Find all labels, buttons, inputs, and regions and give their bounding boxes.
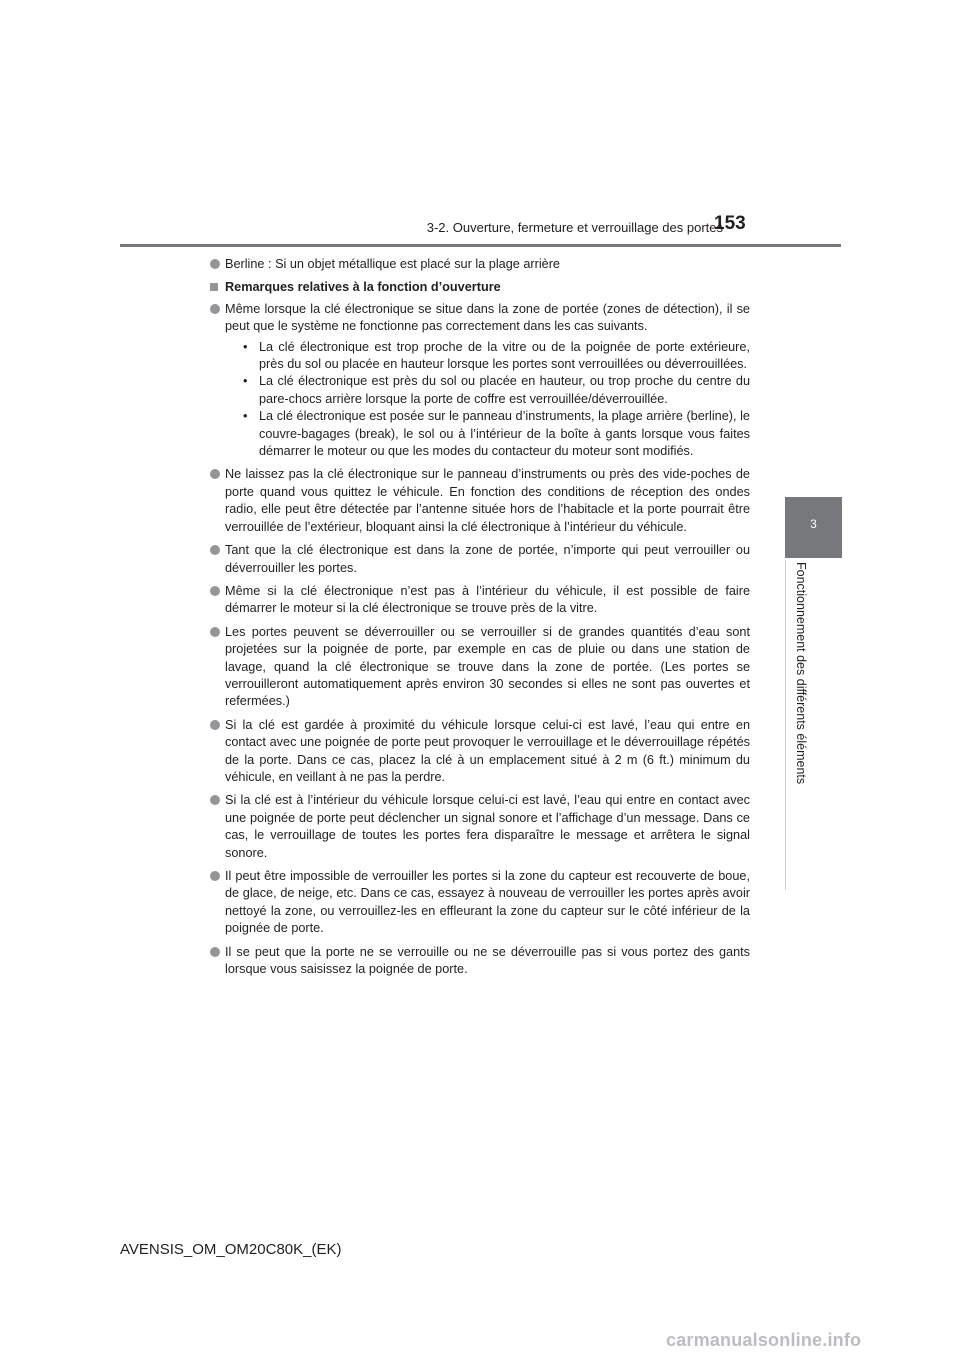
round-bullet-icon [210,720,220,730]
header-divider [120,244,841,247]
list-item-text: Si la clé est gardée à proximité du véhicule lorsque celui-ci est lavé, l’eau qui entre en contact avec une poignée de porte peut provoquer le verrouillage et le déverrouillage répétés de la porte. Dans ce cas, placez la clé à un emplacement situé à 2 m (6 ft.) minimum du véhicule, en veillant à ne pas la perdre. [225,717,750,784]
list-item [210,542,750,577]
list-item-text: Si la clé est à l’intérieur du véhicule lorsque celui-ci est lavé, l’eau qui entre en contact avec une poignée de porte peut déclencher un signal sonore et l’affichage d’un message. Dans ce cas, le verrouillage de toutes les portes fera disparaître le message et arrêtera le signal sonore. [225,793,750,860]
round-bullet-icon [210,795,220,805]
list-item [210,944,750,979]
round-bullet-icon [210,627,220,637]
manual-code: AVENSIS_OM_OM20C80K_(EK) [120,1241,342,1258]
list-item-text: Berline : Si un objet métallique est placé sur la plage arrière [225,257,560,271]
sub-list-item-text: La clé électronique est posée sur le panneau d’instruments, la plage arrière (berline), le couvre-bagages (break), le sol ou à l’intérieur de la boîte à gants lorsque vous faites démarrer le moteur ou que les modes du contacteur du moteur sont modifiés. [259,409,750,459]
round-bullet-icon [210,545,220,555]
chapter-number: 3 [810,517,817,531]
sub-list-item-text: La clé électronique est trop proche de la vitre ou de la poignée de porte extérieure, près du sol ou placée en hauteur lorsque les portes sont verrouillées ou déverrouillées. [259,339,750,372]
sub-list [240,339,750,461]
round-bullet-icon [210,586,220,596]
list-item-text: Même si la clé électronique n’est pas à l’intérieur du véhicule, il est possible de faire démarrer le moteur si la clé électronique se trouve près de la vitre. [225,583,750,616]
round-bullet-icon [210,304,220,314]
list-item-text: Les portes peuvent se déverrouiller ou se verrouiller si de grandes quantités d’eau sont projetées sur la poignée de porte, par exemple en cas de pluie ou dans une station de lavage, quand la clé électronique se trouve dans la zone de portée. (Les portes se verrouilleront automatiquement après environ 30 secondes si elles ne sont pas ouvertes et refermées.) [225,624,750,709]
list-item-text: Même lorsque la clé électronique se situe dans la zone de portée (zones de détection), il se peut que le système ne fonctionne pas correctement dans les cas suivants. [225,301,750,334]
round-bullet-icon [210,947,220,957]
list-item [210,624,750,711]
chapter-tab [785,497,842,558]
list-item [210,301,750,461]
list-item-text: Il peut être impossible de verrouiller les portes si la zone du capteur est recouverte de boue, de glace, de neige, etc. Dans ce cas, essayez à nouveau de verrouiller les portes après avoir nettoyé la zone, ou verrouillez-les en effleurant la zone du capteur sur le côté inférieur de la poignée de porte. [225,869,750,936]
round-bullet-icon [210,259,220,269]
small-bullet-icon: • [243,339,248,354]
square-bullet-icon [210,283,218,291]
list-item [210,466,750,536]
list-item [210,583,750,618]
list-item [210,256,750,273]
section-heading [210,279,750,296]
page-content [210,256,750,984]
page-number: 153 [714,213,746,234]
sub-list-item [240,408,750,460]
list-item [210,792,750,862]
chapter-title: Fonctionnement des différents éléments [794,562,808,785]
sub-list-item [240,339,750,374]
section-title: 3-2. Ouverture, fermeture et verrouillage des portes [426,220,723,235]
sub-list-item-text: La clé électronique est près du sol ou placée en hauteur, ou trop proche du centre du pare-chocs arrière lorsque la porte de coffre est verrouillée/déverrouillée. [259,374,750,406]
list-item-text: Il se peut que la porte ne se verrouille ou ne se déverrouille pas si vous portez des gants lorsque vous saisissez la poignée de porte. [225,944,750,977]
list-item [210,717,750,787]
round-bullet-icon [210,469,220,479]
list-item [210,868,750,938]
small-bullet-icon: • [243,409,248,424]
small-bullet-icon: • [243,374,248,389]
list-item-text: Tant que la clé électronique est dans la zone de portée, n’importe qui peut verrouiller ou déverrouiller les portes. [225,543,750,575]
list-item-text: Ne laissez pas la clé électronique sur le panneau d’instruments ou près des vide-poches de porte quand vous quittez le véhicule. En fonction des conditions de réception des ondes radio, elle peut être détectée par l’antenne située hors de l’habitacle et la porte pourrait être verrouillée de l’extérieur, bloquant ainsi la clé électronique à l’intérieur du véhicule. [225,467,750,534]
watermark-text: carmanualsonline.info [666,1330,862,1350]
section-heading-text: Remarques relatives à la fonction d’ouverture [225,280,501,295]
round-bullet-icon [210,871,220,881]
sub-list-item [240,373,750,408]
